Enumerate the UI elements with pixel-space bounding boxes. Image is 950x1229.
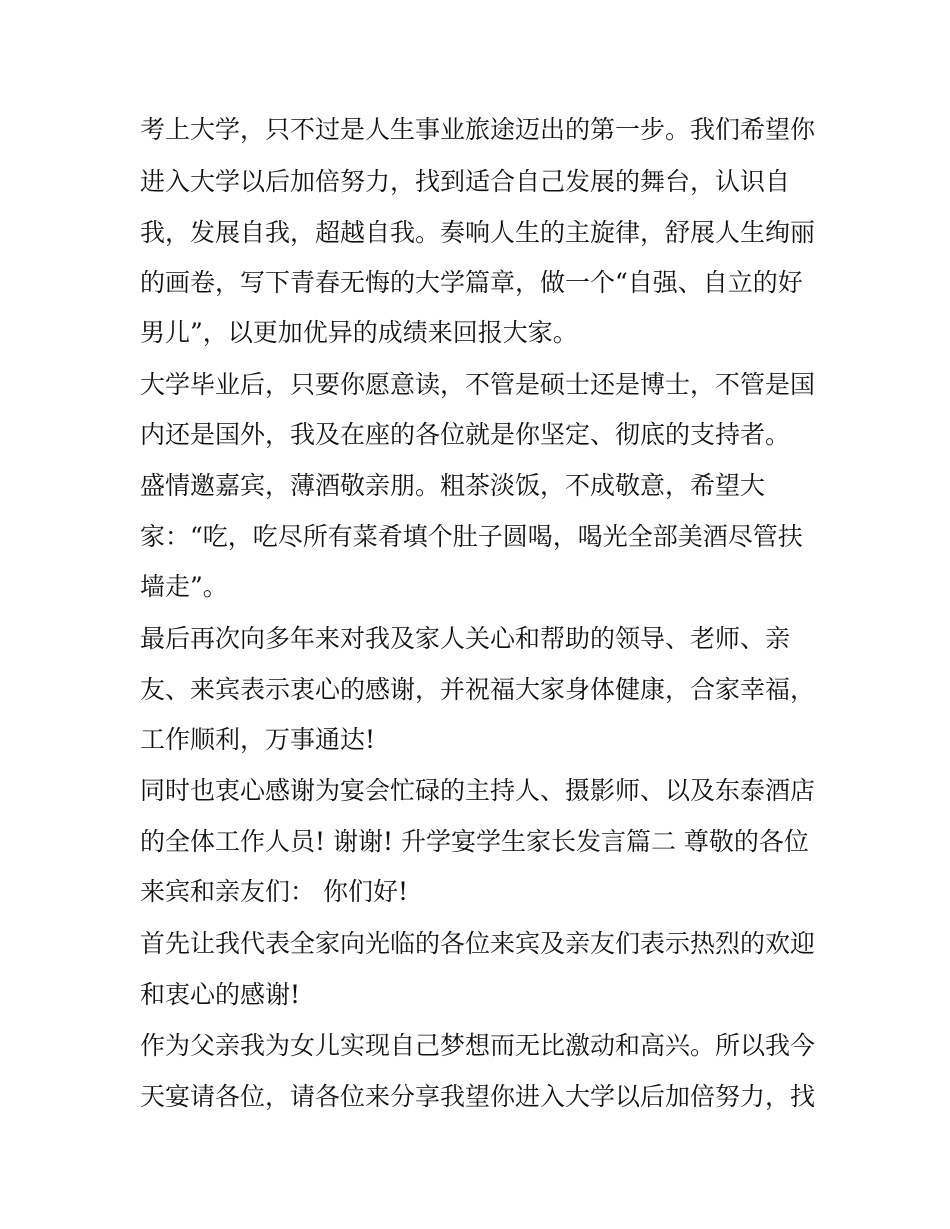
text-line: 我，发展自我，超越自我。奏响人生的主旋律，舒展人生绚丽: [140, 218, 816, 247]
text-line: 天宴请各位，请各位来分享我望你进入大学以后加倍努力，找: [140, 1082, 816, 1111]
text-line: 盛情邀嘉宾，薄酒敬亲朋。粗茶淡饭，不成敬意，希望大: [140, 471, 766, 500]
text-line: 墙走”。: [140, 572, 228, 601]
text-line: 大学毕业后，只要你愿意读，不管是硕士还是博士，不管是国: [140, 370, 816, 399]
text-line: 男儿”，以更加优异的成绩来回报大家。: [140, 318, 578, 347]
text-line: 家：“吃，吃尽所有菜肴填个肚子圆喝，喝光全部美酒尽管扶: [140, 522, 803, 551]
text-line: 同时也衷心感谢为宴会忙碌的主持人、摄影师、以及东泰酒店: [140, 776, 816, 805]
text-line: 首先让我代表全家向光临的各位来宾及亲友们表示热烈的欢迎: [140, 929, 816, 958]
text-line: 友、来宾表示衷心的感谢，并祝福大家身体健康，合家幸福，: [140, 675, 816, 704]
text-line: 作为父亲我为女儿实现自己梦想而无比激动和高兴。所以我今: [140, 1031, 816, 1060]
text-line: 来宾和亲友们： 你们好!: [140, 877, 408, 906]
text-line: 最后再次向多年来对我及家人关心和帮助的领导、老师、亲: [140, 624, 791, 653]
text-line: 的全体工作人员! 谢谢! 升学宴学生家长发言篇二 尊敬的各位: [140, 827, 809, 856]
text-line: 的画卷，写下青春无悔的大学篇章，做一个“自强、自立的好: [140, 268, 803, 297]
text-line: 和衷心的感谢!: [140, 980, 301, 1009]
text-line: 内还是国外，我及在座的各位就是你坚定、彻底的支持者。: [140, 420, 791, 449]
text-line: 工作顺利，万事通达!: [140, 725, 376, 754]
text-line: 进入大学以后加倍努力，找到适合自己发展的舞台，认识自: [140, 167, 791, 196]
text-line: 考上大学，只不过是人生事业旅途迈出的第一步。我们希望你: [140, 115, 816, 144]
